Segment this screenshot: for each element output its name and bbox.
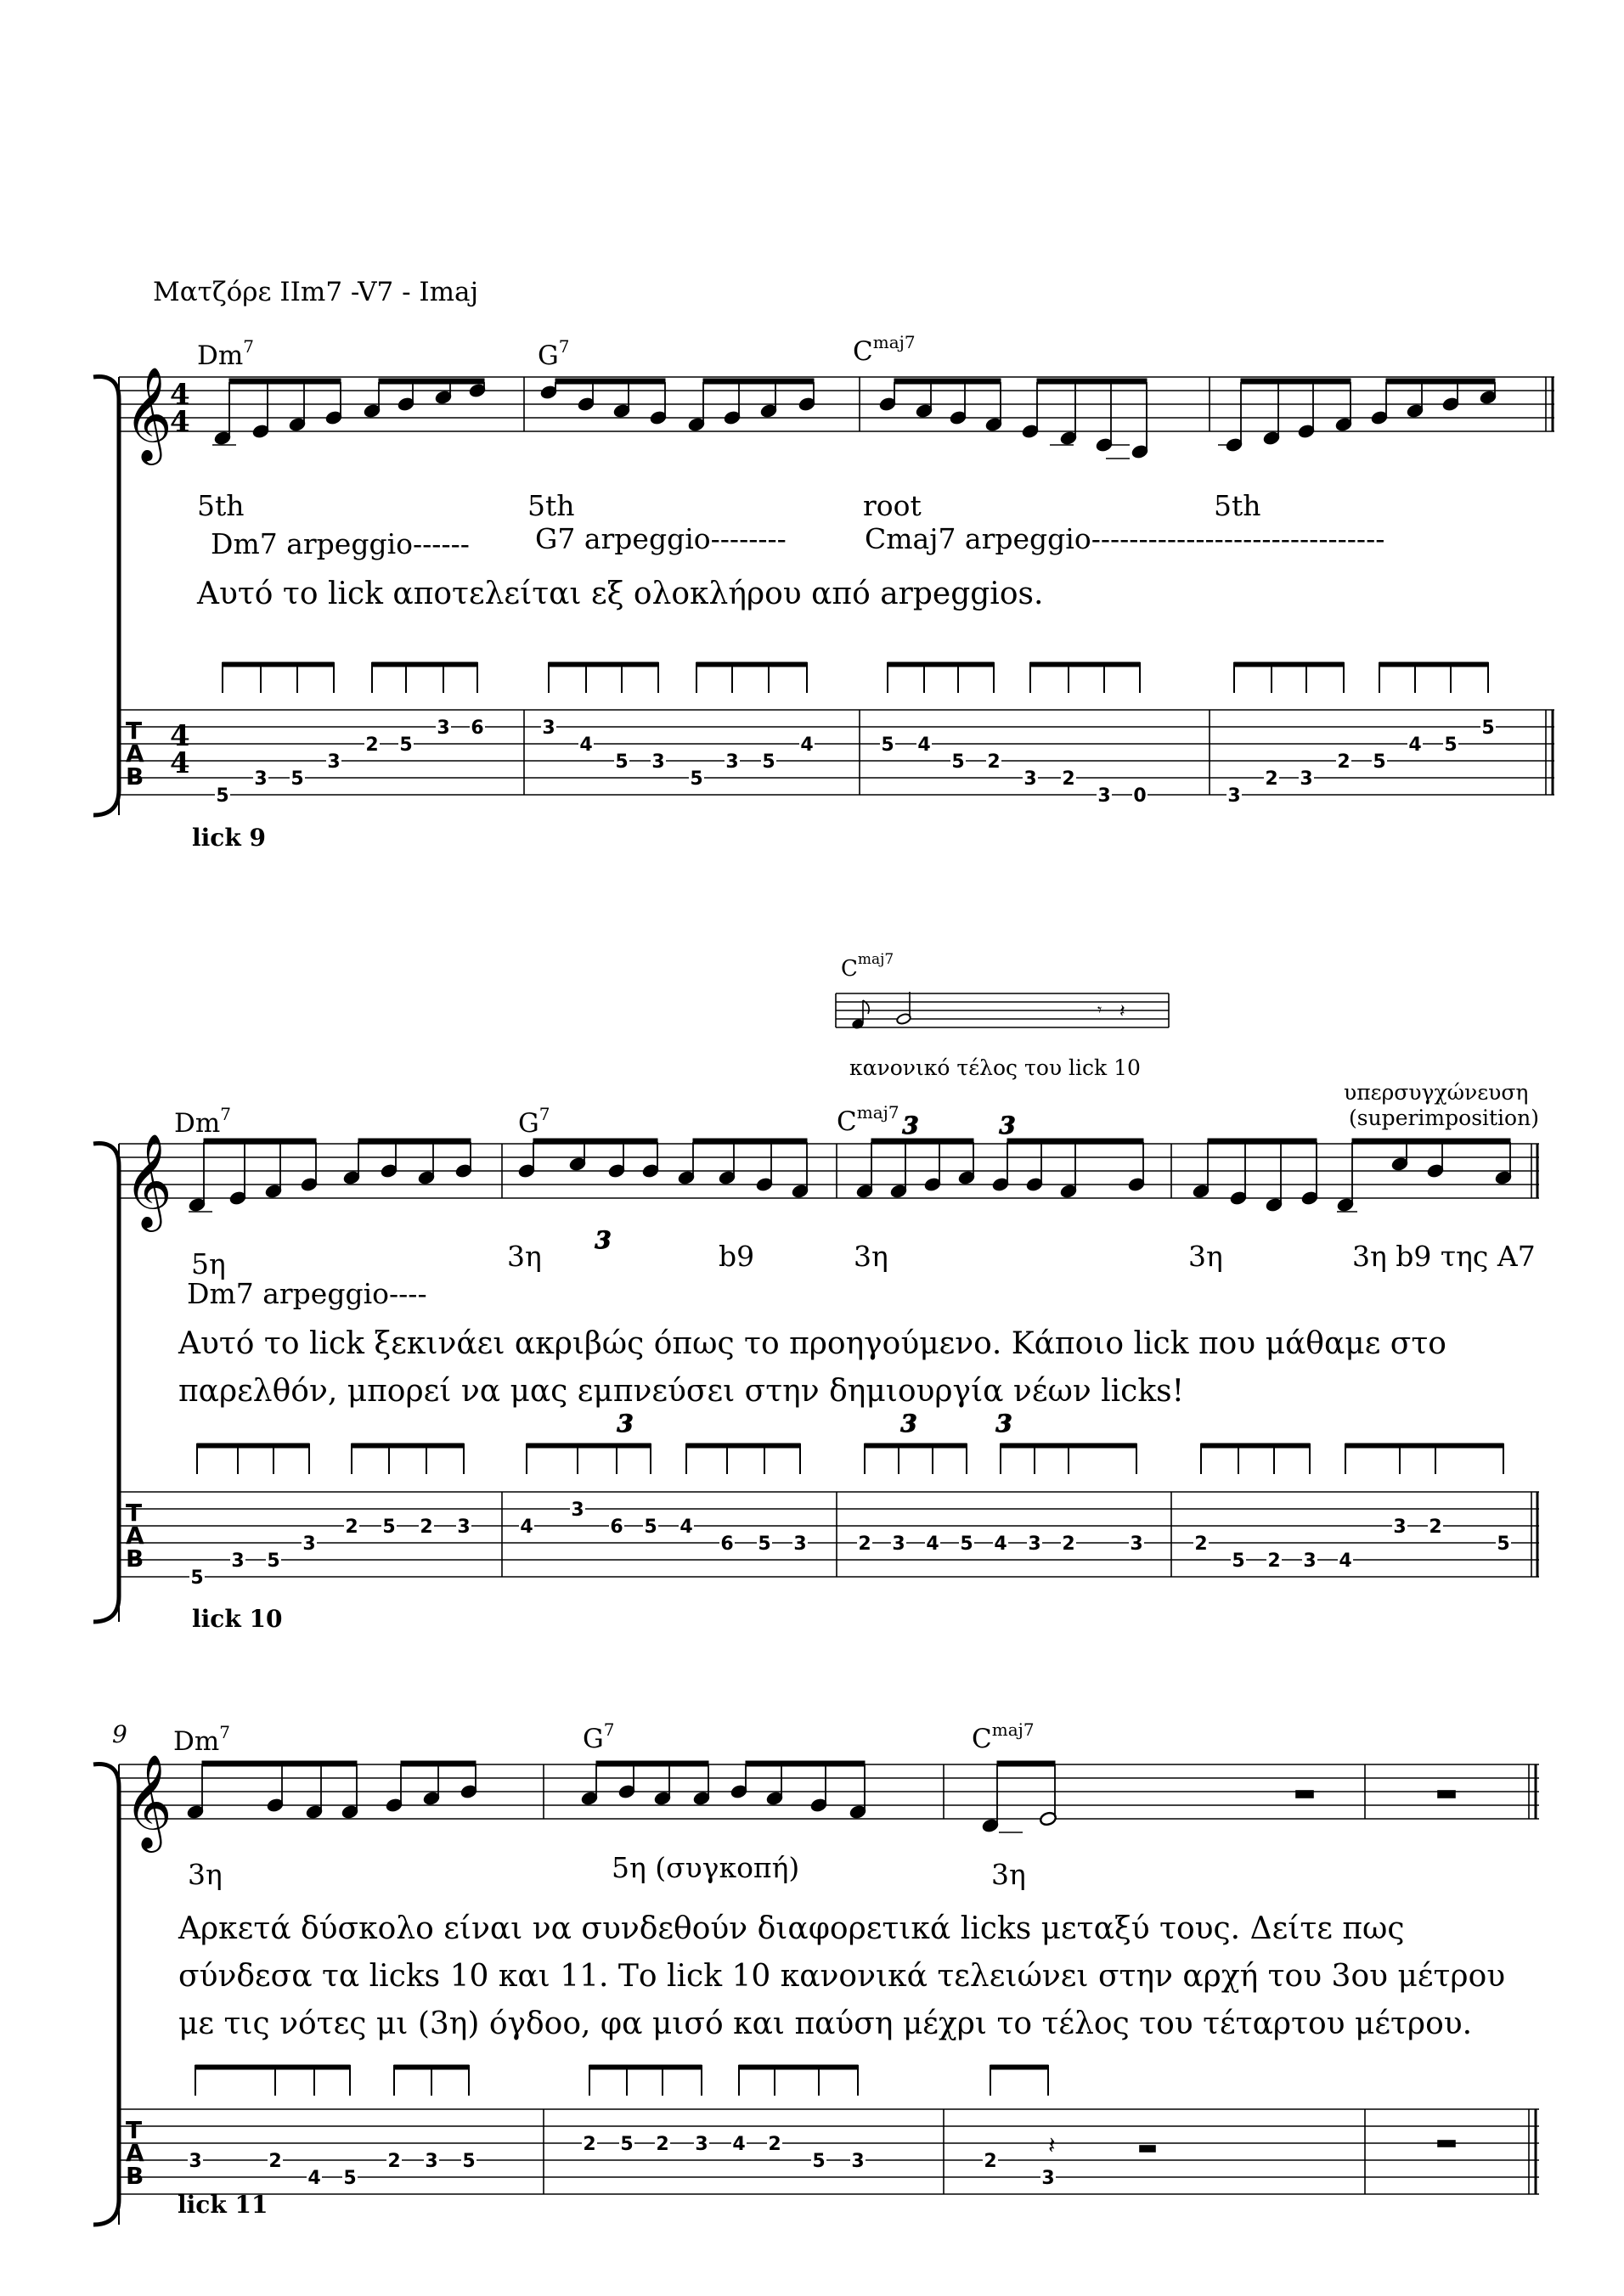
arpeggio-label: G7 arpeggio-------- xyxy=(535,522,787,555)
tab-fret-number: 5 xyxy=(881,734,894,756)
tab-fret-number: 4 xyxy=(1339,1550,1352,1572)
beam xyxy=(1208,1139,1317,1144)
beam xyxy=(358,1139,471,1144)
tab-fret-number: 3 xyxy=(695,2134,708,2155)
superimposition-label-en: (superimposition) xyxy=(1349,1106,1539,1130)
lick-description: Αυτό το lick αποτελείται εξ ολοκλήρου από arpeggios. xyxy=(197,577,1044,611)
rhythm-beam xyxy=(549,662,658,667)
triplet-mark: 3 xyxy=(999,1111,1016,1140)
tab-fret-number: 2 xyxy=(858,1533,871,1555)
lick-description: Αυτό το lick ξεκινάει ακριβώς όπως το προηγούμενο. Κάποιο lick που μάθαμε στο παρελθόν, μπορεί να μας εμπνεύσει στην δημιουργία νέων licks! xyxy=(178,1326,1446,1409)
tab-fret-number: 4 xyxy=(679,1517,693,1538)
tab-fret-number: 2 xyxy=(420,1517,433,1538)
rhythm-beam xyxy=(589,2065,702,2069)
svg-text:T: T xyxy=(126,2116,143,2144)
insert-caption: κανονικό τέλος του lick 10 xyxy=(849,1055,1141,1080)
treble-clef-icon: 𝄞 xyxy=(124,1753,172,1849)
beam xyxy=(596,1761,708,1766)
beam xyxy=(1037,379,1147,384)
tab-fret-number: 2 xyxy=(365,734,379,756)
beam xyxy=(746,1761,865,1766)
beam xyxy=(894,379,1001,384)
svg-text:B: B xyxy=(126,1545,144,1573)
insert-staff xyxy=(836,992,1169,1029)
tab-fret-number: 3 xyxy=(725,751,739,773)
chord-symbol: Dm$^7$ xyxy=(197,336,254,371)
tab-fret-number: 4 xyxy=(1408,734,1422,756)
lick-label: lick 9 xyxy=(192,824,266,852)
tab-fret-number: 4 xyxy=(520,1517,533,1538)
rhythm-beam xyxy=(527,1443,651,1448)
triplet-mark: 3 xyxy=(902,1111,919,1140)
svg-text:𝄽: 𝄽 xyxy=(1119,1001,1125,1022)
tab-fret-number: 3 xyxy=(1041,2168,1055,2189)
tab-fret-number: 5 xyxy=(267,1550,280,1572)
beam xyxy=(703,379,814,384)
tab-fret-number: 2 xyxy=(768,2134,781,2155)
rhythm-beam xyxy=(1001,1443,1136,1448)
degree-label: 5th xyxy=(527,489,575,522)
tab-fret-number: 5 xyxy=(216,785,229,807)
rhythm-beam xyxy=(1030,662,1140,667)
tab-fret-number: 3 xyxy=(457,1517,471,1538)
tab-fret-number: 5 xyxy=(1373,751,1386,773)
tab-fret-number: 2 xyxy=(268,2151,282,2172)
beam xyxy=(401,1761,476,1766)
tab-fret-number: 5 xyxy=(290,768,304,790)
svg-text:4: 4 xyxy=(170,719,190,753)
chord-symbol: $G^7$ xyxy=(538,336,570,371)
rhythm-beam xyxy=(1379,662,1488,667)
tab-fret-number: 2 xyxy=(1429,1517,1442,1538)
tab-fret-number: 5 xyxy=(758,1533,771,1555)
tab-fret-number: 2 xyxy=(1062,768,1075,790)
tab-fret-number: 5 xyxy=(762,751,775,773)
chord-symbol: Dm$^7$ xyxy=(173,1722,230,1757)
tab-fret-number: 2 xyxy=(1337,751,1351,773)
chord-symbol: $C^{maj7}$ xyxy=(972,1719,1035,1754)
beam xyxy=(1241,379,1351,384)
beam xyxy=(1007,1139,1143,1144)
arpeggio-label: Cmaj7 arpeggio------------------------------- xyxy=(865,522,1385,555)
tab-fret-number: 6 xyxy=(720,1533,734,1555)
tab-fret-number: 3 xyxy=(425,2151,438,2172)
svg-text:T: T xyxy=(126,1499,143,1527)
lick-label: lick 10 xyxy=(192,1605,283,1633)
tab-fret-number: 3 xyxy=(651,751,665,773)
svg-text:4: 4 xyxy=(170,746,190,780)
rhythm-beam xyxy=(686,1443,800,1448)
tab-fret-number: 3 xyxy=(542,718,555,739)
tab-fret-number: 4 xyxy=(800,734,814,756)
degree-label: 5th xyxy=(1214,489,1261,522)
tab-fret-number: 4 xyxy=(579,734,593,756)
tab-fret-number: 3 xyxy=(437,718,450,739)
tab-fret-number: 3 xyxy=(1130,1533,1143,1555)
svg-text:𝄾: 𝄾 xyxy=(1097,999,1102,1020)
arpeggio-label: Dm7 arpeggio---- xyxy=(187,1277,427,1310)
tab-fret-number: 5 xyxy=(951,751,965,773)
degree-label: 3η xyxy=(854,1240,888,1273)
chord-symbol: $C^{maj7}$ xyxy=(837,1102,899,1137)
rhythm-beam xyxy=(223,662,334,667)
beam xyxy=(533,1139,657,1144)
svg-text:B: B xyxy=(126,2162,144,2190)
tab-fret-number: 3 xyxy=(189,2151,202,2172)
arpeggio-label: Dm7 arpeggio------ xyxy=(211,527,470,560)
superimposition-label: υπερσυγχώνευση xyxy=(1344,1080,1529,1105)
tab-fret-number: 4 xyxy=(917,734,931,756)
tab-fret-number: 5 xyxy=(399,734,413,756)
rhythm-beam xyxy=(394,2065,469,2069)
svg-text:T: T xyxy=(126,717,143,745)
beam xyxy=(693,1139,807,1144)
tab-fret-number: 3 xyxy=(1300,768,1313,790)
beam xyxy=(204,1139,316,1144)
rhythm-beam xyxy=(195,2065,350,2069)
tab-fret-number: 3 xyxy=(571,1500,584,1521)
rhythm-beam xyxy=(1345,1443,1503,1448)
tab-fret-number: 6 xyxy=(610,1517,623,1538)
tab-fret-number: 5 xyxy=(343,2168,357,2189)
degree-label: 5η xyxy=(191,1247,226,1280)
rhythm-beam xyxy=(197,1443,309,1448)
rhythm-beam xyxy=(1201,1443,1310,1448)
beam xyxy=(555,379,665,384)
svg-text:4: 4 xyxy=(170,405,190,439)
triplet-mark: 3 xyxy=(595,1226,612,1254)
tab-fret-number: 3 xyxy=(1303,1550,1317,1572)
tab-fret-number: 3 xyxy=(254,768,268,790)
svg-text:A: A xyxy=(126,2139,144,2167)
degree-label: 3η xyxy=(1188,1240,1223,1273)
page-heading: Ματζόρε IIm7 -V7 - Imaj xyxy=(153,277,479,307)
lick-description: Αρκετά δύσκολο είναι να συνδεθούν διαφορετικά licks μεταξύ τους. Δείτε πως σύνδεσα τα licks 10 και 11. Το lick 10 κανονικά τελειώνει στην αρχή του 3ου μέτρου με τις νότες μι (3η) όγδοο, φα μισό και παύση μέχρι το τέλος του τέταρτου μέτρου. xyxy=(178,1911,1506,2041)
chord-symbol: Dm$^7$ xyxy=(174,1104,231,1139)
tab-fret-number: 3 xyxy=(1097,785,1111,807)
tab-fret-number: 5 xyxy=(1497,1533,1510,1555)
tab-fret-number: 4 xyxy=(994,1533,1007,1555)
tab-fret-number: 3 xyxy=(231,1550,245,1572)
tab-fret-number: 3 xyxy=(327,751,341,773)
triplet-mark: 3 xyxy=(995,1410,1012,1438)
tab-fret-number: 3 xyxy=(892,1533,905,1555)
tab-fret-number: 5 xyxy=(960,1533,973,1555)
staff-system-1 xyxy=(93,366,1554,815)
tab-fret-number: 2 xyxy=(1194,1533,1208,1555)
tab-fret-number: 5 xyxy=(812,2151,826,2172)
svg-text:B: B xyxy=(126,763,144,791)
svg-text:4: 4 xyxy=(170,378,190,412)
tab-fret-number: 5 xyxy=(1481,718,1495,739)
tab-fret-number: 0 xyxy=(1133,785,1147,807)
tab-fret-number: 2 xyxy=(1267,1550,1281,1572)
tab-fret-number: 4 xyxy=(926,1533,939,1555)
tab-fret-number: 3 xyxy=(1023,768,1037,790)
tab-fret-number: 5 xyxy=(644,1517,657,1538)
tab-fret-number: 5 xyxy=(462,2151,476,2172)
degree-label: 5th xyxy=(197,489,245,522)
beam xyxy=(379,379,484,384)
rhythm-beam xyxy=(352,1443,464,1448)
lick-label: lick 11 xyxy=(178,2191,268,2219)
tab-fret-number: 2 xyxy=(1062,1533,1075,1555)
tab-fret-number: 5 xyxy=(620,2134,634,2155)
tab-fret-number: 2 xyxy=(345,1517,358,1538)
tab-fret-number: 2 xyxy=(656,2134,669,2155)
rhythm-beam xyxy=(372,662,477,667)
tab-fret-number: 2 xyxy=(387,2151,401,2172)
tab-fret-number: 3 xyxy=(1028,1533,1041,1555)
beam xyxy=(1352,1139,1510,1144)
tab-fret-number: 5 xyxy=(190,1567,204,1589)
tab-fret-number: 4 xyxy=(307,2168,321,2189)
beam xyxy=(871,1139,973,1144)
degree-label: 3η xyxy=(188,1858,223,1891)
degree-label: 5η (συγκοπή) xyxy=(612,1851,800,1884)
degree-label: b9 xyxy=(719,1240,755,1273)
tab-fret-number: 3 xyxy=(302,1533,316,1555)
rhythm-beam xyxy=(1234,662,1344,667)
tab-fret-number: 2 xyxy=(984,2151,997,2172)
degree-label: 3η xyxy=(991,1858,1026,1891)
tab-fret-number: 5 xyxy=(615,751,629,773)
insert-chord-symbol: $C^{maj7}$ xyxy=(841,951,894,982)
rhythm-beam xyxy=(990,2065,1048,2069)
chord-symbol: $G^7$ xyxy=(583,1719,615,1754)
svg-text:A: A xyxy=(126,1522,144,1550)
svg-text:A: A xyxy=(126,740,144,768)
tab-fret-number: 5 xyxy=(1232,1550,1245,1572)
tab-fret-number: 3 xyxy=(793,1533,807,1555)
svg-text:𝄽: 𝄽 xyxy=(1048,2131,1056,2159)
degree-label: root xyxy=(863,489,922,522)
beam xyxy=(997,1761,1055,1766)
chord-symbol: $C^{maj7}$ xyxy=(853,332,916,367)
chord-symbol: $G^7$ xyxy=(518,1104,550,1139)
tab-fret-number: 3 xyxy=(1227,785,1241,807)
tab-fret-number: 5 xyxy=(382,1517,396,1538)
tab-fret-number: 2 xyxy=(987,751,1001,773)
tab-fret-number: 5 xyxy=(1444,734,1458,756)
triplet-mark: 3 xyxy=(617,1410,634,1438)
treble-clef-icon: 𝄞 xyxy=(124,366,172,461)
degree-label: 3η b9 της A7 xyxy=(1352,1240,1536,1273)
tab-fret-number: 2 xyxy=(583,2134,596,2155)
tab-fret-number: 6 xyxy=(471,718,484,739)
tab-fret-number: 5 xyxy=(690,768,703,790)
triplet-mark: 3 xyxy=(900,1410,917,1438)
rhythm-beam xyxy=(865,1443,967,1448)
degree-label: 3η xyxy=(507,1240,542,1273)
rhythm-beam xyxy=(888,662,994,667)
tab-fret-number: 4 xyxy=(732,2134,746,2155)
rhythm-beam xyxy=(696,662,807,667)
tab-fret-number: 2 xyxy=(1265,768,1278,790)
tab-fret-number: 3 xyxy=(1393,1517,1407,1538)
treble-clef-icon: 𝄞 xyxy=(124,1133,172,1228)
measure-number: 9 xyxy=(112,1720,127,1748)
rhythm-beam xyxy=(739,2065,858,2069)
tab-fret-number: 3 xyxy=(851,2151,865,2172)
beam xyxy=(1386,379,1495,384)
staff-system-2 xyxy=(93,992,1539,1622)
beam xyxy=(202,1761,357,1766)
beam xyxy=(229,379,341,384)
